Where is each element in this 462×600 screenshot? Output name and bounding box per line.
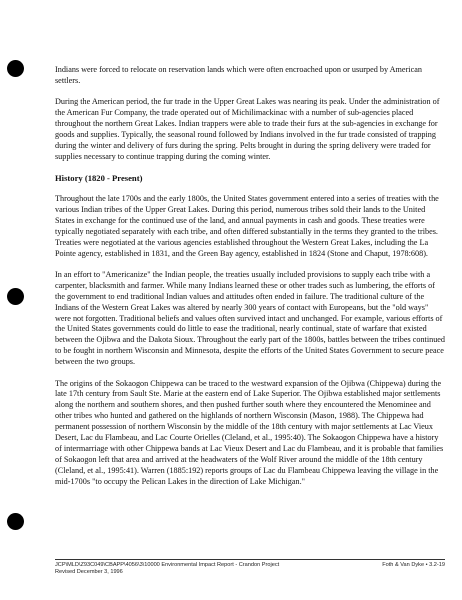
body-paragraph: Throughout the late 1700s and the early 1800s, the United States government entered into a series of treaties with the various Indian tribes of the Upper Great Lakes. During this period, numerous tribes sold their lands to the United States in exchange for the continued use of the land, and annual payments in cash and goods. These treaties were typically negotiated separately with each tribe, and often differed substantially in the terms they granted to the tribes. Treaties were negotiated at the various agencies established throughout the Western Great Lakes, including the La Pointe agency, established in 1831, and the Green Bay agency, established in 1824 (Stone and Chaput, 1978:608). [55, 194, 439, 258]
punch-hole-top [7, 60, 24, 77]
page-body [55, 65, 445, 498]
body-paragraph: In an effort to "Americanize" the Indian people, the treaties usually included provisions to supply each tribe with a carpenter, blacksmith and farmer. While many Indians learned these or other trades such as lumbering, the efforts of the government to end traditional Indian values and attitudes often ended in failure. The traditional culture of the Indians of the Western Great Lakes was altered by nearly 300 years of contact with Europeans, but the "old ways" were not forgotten. Traditional beliefs and values often survived intact and unchanged. For example, various efforts of the United States governments could do little to ease the traditional, nearly continual, state of warfare that existed between the Ojibwa and the Dakota Sioux. Throughout the early part of the 1800s, battles between the tribes continued to be fought in northern Wisconsin and Minnesota, despite the efforts of the United States Government to secure peace between the two groups. [55, 269, 446, 367]
footer-rule [55, 559, 445, 560]
footer-page-number: Foth & Van Dyke • 3.2-19 [382, 562, 445, 568]
body-paragraph: During the American period, the fur trade in the Upper Great Lakes was nearing its peak. Under the administration of the American Fur Company, the trade operated out of Michilimackinac with a number of sub-agencies placed throughout the northern Great Lakes. Indian trappers were able to trade their furs at the sub-agencies in exchange for goods and supplies. Typically, the seasonal round followed by Indians involved in the fur trade consisted of trapping during the winter and delivery of furs during the spring. Pelts brought in during the spring delivery were traded for supplies necessary to continue trapping during the coming winter. [55, 97, 440, 161]
footer-revised-date: Revised December 3, 1996 [55, 569, 123, 576]
page-footer [55, 559, 445, 576]
punch-hole-middle [7, 288, 24, 305]
footer-path: JCP\MLD\Z93C049\CBAPP\4056\3\10000 Environmental Impact Report - Crandon Project [55, 562, 280, 568]
body-paragraph: The origins of the Sokaogon Chippewa can be traced to the westward expansion of the Ojibwa (Chippewa) during the late 17th century from Sault Ste. Marie at the eastern end of Lake Superior. The Ojibwa established major settlements along the northern and southern shores, and then pushed further south where they encountered the Menominee and other tribes who hunted and gathered on the highlands of northern Wisconsin (Mason, 1988). The Chippewa had permanent possession of northern Wisconsin by the middle of the 18th century with major settlements at Lac Vieux Desert, Lac du Flambeau, and Lac Courte Orielles (Cleland, et al., 1995:40). The Sokaogon Chippewa have a history of intermarriage with other Chippewa bands at Lac Vieux Desert and Lac du Flambeau, and it is probable that families of Sokaogon left that area and arrived at the headwaters of the Wolf River around the middle of the 18th century (Cleland, et al., 1995:41). Warren (1885:192) reports groups of Lac du Flambeau Chippewa leaving the village in the mid-1700s "to occupy the Pelican Lakes in the direction of Lake Michigan." [55, 378, 444, 486]
punch-hole-bottom [7, 513, 24, 530]
section-heading: History (1820 - Present) [55, 173, 143, 184]
body-paragraph: Indians were forced to relocate on reservation lands which were often encroached upon or usurped by American settlers. [55, 65, 422, 85]
